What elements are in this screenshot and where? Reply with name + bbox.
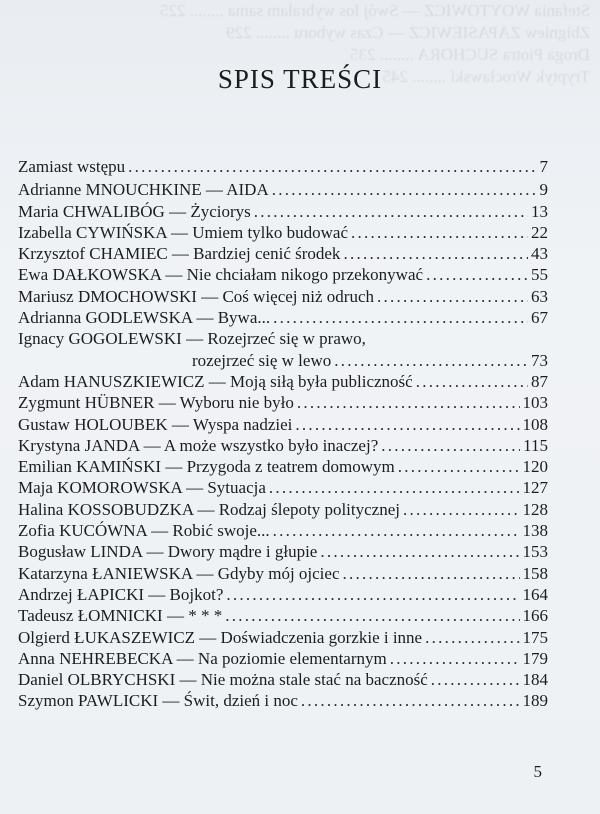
toc-entry-page: 9 (539, 180, 548, 200)
toc-entry-page: 87 (531, 371, 548, 391)
toc-entry-label: Maja KOMOROWSKA — Sytuacja (18, 478, 266, 498)
toc-entry-page: 13 (531, 201, 548, 221)
toc-entry-label: Adam HANUSZKIEWICZ — Moją siłą była publiczność (18, 371, 413, 391)
toc-entry-label: Krystyna JANDA — A może wszystko było inaczej? (18, 435, 379, 455)
toc-entry-page: 128 (522, 499, 548, 519)
toc-entry (18, 201, 548, 222)
toc-entry-page: 43 (531, 244, 548, 264)
toc-entry-page: 175 (522, 627, 548, 647)
toc-entry (18, 690, 548, 711)
toc-entry-label: Olgierd ŁUKASZEWICZ — Doświadczenia gorzkie i inne (18, 627, 423, 647)
ghost-line: Zbigniew ZAPASIEWICZ — Czas wyboru ........ 229 (226, 23, 590, 42)
toc-leader-dots (226, 584, 519, 605)
toc-entry (18, 627, 548, 648)
toc-entry (18, 456, 548, 477)
toc-entry-page: 120 (522, 457, 548, 477)
toc-leader-dots (416, 371, 528, 392)
toc-entry (18, 499, 548, 520)
toc-entry (18, 307, 548, 328)
toc-entry (18, 541, 548, 562)
bleed-through-text (150, 0, 590, 120)
toc-leader-dots (377, 286, 528, 307)
toc-entry (18, 435, 548, 456)
toc-entry-label: rozejrzeć się w lewo (192, 350, 332, 370)
toc-entry-page: 103 (522, 393, 548, 413)
toc-entry (18, 328, 548, 349)
toc-entry (18, 563, 548, 584)
toc-entry-page: 63 (531, 286, 548, 306)
toc-leader-dots (381, 435, 520, 456)
toc-entry-label: Zofia KUCÓWNA — Robić swoje... (18, 521, 270, 541)
toc-entry-page: 189 (522, 691, 548, 711)
toc-entry-continuation (18, 350, 548, 371)
toc-entry-label: Ignacy GOGOLEWSKI — Rozejrzeć się w prawo, (18, 329, 366, 349)
toc-leader-dots (398, 456, 520, 477)
toc-entry-page: 138 (522, 521, 548, 541)
toc-entry-label: Bogusław LINDA — Dwory mądre i głupie (18, 542, 318, 562)
toc-entry-label: Mariusz DMOCHOWSKI — Coś więcej niż odruch (18, 286, 374, 306)
ghost-line: Tryptyk Wrocławski ........ 245 (382, 67, 590, 86)
ghost-line: Droga Piotra SUCHORA ........ 235 (350, 45, 590, 64)
toc-leader-dots (128, 156, 536, 177)
toc-entry-page: 166 (522, 606, 548, 626)
toc-entry-label: Adrianne MNOUCHKINE — AIDA (18, 180, 269, 200)
toc-entry-label: Zygmunt HÜBNER — Wyboru nie było (18, 393, 294, 413)
toc-entry-page: 158 (522, 563, 548, 583)
toc-entry (18, 222, 548, 243)
toc-entry (18, 414, 548, 435)
toc-entry-label: Emilian KAMIŃSKI — Przygoda z teatrem domowym (18, 457, 395, 477)
table-of-contents (18, 156, 548, 712)
toc-entry-page: 184 (522, 670, 548, 690)
toc-entry-page: 179 (522, 648, 548, 668)
toc-leader-dots (431, 669, 520, 690)
toc-leader-dots (301, 690, 520, 711)
toc-entry-label: Izabella CYWIŃSKA — Umiem tylko budować (18, 222, 349, 242)
page-number: 5 (533, 762, 542, 781)
toc-entry (18, 520, 548, 541)
toc-leader-dots (272, 179, 537, 200)
toc-entry-page: 164 (522, 584, 548, 604)
toc-entry (18, 371, 548, 392)
toc-entry-label: Maria CHWALIBÓG — Życiorys (18, 201, 251, 221)
toc-leader-dots (297, 392, 520, 413)
toc-entry (18, 243, 548, 264)
toc-entry-label: Katarzyna ŁANIEWSKA — Gdyby mój ojciec (18, 563, 340, 583)
toc-leader-dots (254, 201, 528, 222)
toc-entry (18, 264, 548, 285)
toc-entry (18, 648, 548, 669)
toc-entry (18, 584, 548, 605)
toc-entry-label: Andrzej ŁAPICKI — Bojkot? (18, 584, 224, 604)
toc-entry (18, 179, 548, 200)
toc-entry-label: Tadeusz ŁOMNICKI — * * * (18, 606, 223, 626)
toc-entry-page: 22 (531, 222, 548, 242)
toc-entry-page: 127 (522, 478, 548, 498)
toc-entry-label: Adrianna GODLEWSKA — Bywa... (18, 308, 271, 328)
toc-leader-dots (295, 414, 519, 435)
toc-entry (18, 669, 548, 690)
toc-leader-dots (225, 605, 519, 626)
toc-entry-label: Gustaw HOLOUBEK — Wyspa nadziei (18, 414, 293, 434)
toc-leader-dots (343, 563, 520, 584)
toc-leader-dots (273, 520, 520, 541)
toc-entry (18, 477, 548, 498)
toc-leader-dots (403, 499, 520, 520)
toc-entry-page: 153 (522, 542, 548, 562)
toc-entry-page: 7 (539, 157, 548, 176)
toc-entry-page: 108 (522, 414, 548, 434)
toc-entry-page: 55 (531, 265, 548, 285)
toc-entry-page: 67 (531, 308, 548, 328)
toc-entry (18, 605, 548, 626)
toc-leader-dots (351, 222, 528, 243)
toc-entry-label: Halina KOSSOBUDZKA — Rodzaj ślepoty politycznej (18, 499, 400, 519)
toc-leader-dots (320, 541, 519, 562)
toc-leader-dots (334, 350, 528, 371)
page-title: SPIS TREŚCI (217, 64, 383, 94)
toc-entry-page: 115 (523, 435, 548, 455)
toc-entry-label: Anna NEHREBECKA — Na poziomie elementarnym (18, 648, 387, 668)
toc-leader-dots (390, 648, 520, 669)
toc-leader-dots (343, 243, 528, 264)
toc-entry-label: Ewa DAŁKOWSKA — Nie chciałam nikogo przekonywać (18, 265, 424, 285)
toc-leader-dots (426, 264, 528, 285)
toc-leader-dots (425, 627, 519, 648)
toc-entry-label: Krzysztof CHAMIEC — Bardziej cenić środek (18, 244, 341, 264)
toc-entry-page: 73 (531, 350, 548, 370)
toc-entry (18, 286, 548, 307)
toc-entry-label: Daniel OLBRYCHSKI — Nie można stale stać na baczność (18, 670, 428, 690)
toc-leader-dots (273, 307, 528, 328)
ghost-line: Stefania WOYTOWICZ — Swój los wybrałam sama ........ 225 (160, 1, 590, 20)
toc-entry (18, 392, 548, 413)
toc-entry (18, 156, 548, 177)
toc-leader-dots (269, 477, 520, 498)
toc-entry-label: Zamiast wstępu (18, 157, 126, 176)
toc-entry-label: Szymon PAWLICKI — Świt, dzień i noc (18, 691, 298, 711)
